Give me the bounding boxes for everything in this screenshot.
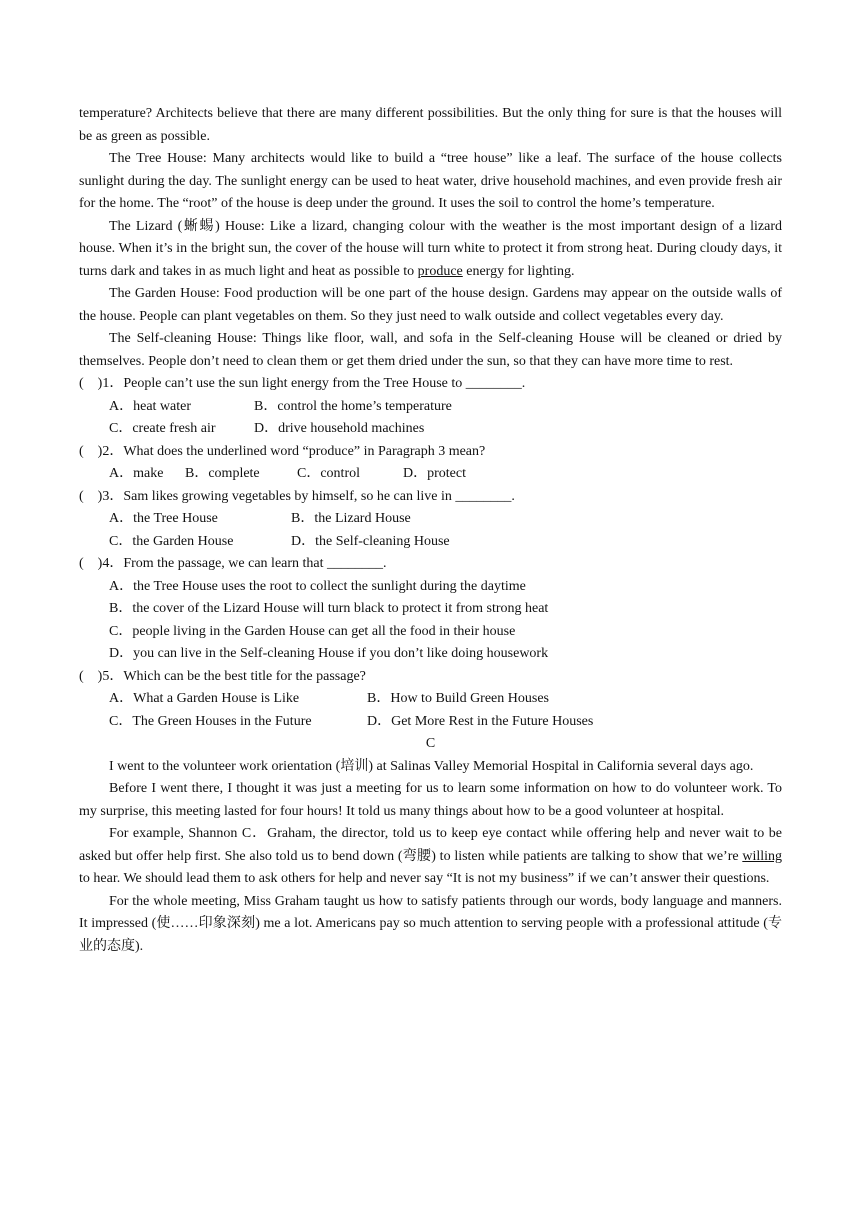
option-a: A．the Tree House: [109, 511, 218, 526]
option-c: C．control: [297, 466, 360, 481]
option-c: C．create fresh air: [109, 421, 216, 436]
question-2-options-row: [79, 463, 782, 486]
paragraph-3-text-before: For example, Shannon C．Graham, the director, told us to keep eye contact while offering help and never wait to be asked but offer help first. She also told us to bend down (弯腰) to listen while patients are talking to show that we’re: [79, 826, 782, 864]
option-a: A．heat water: [109, 398, 192, 414]
option-a: A．What a Garden House is Like: [109, 691, 300, 706]
passage-c-paragraph-3: [79, 823, 782, 891]
option-a: A．make: [109, 466, 164, 481]
question-3-options-row-1: [79, 508, 782, 531]
passage-b-paragraph-0: temperature? Architects believe that there are many different possibilities. But the only thing for sure is that the houses will be as green as possible.: [79, 106, 782, 144]
lizard-text-after: energy for lighting.: [462, 263, 575, 279]
option-b: B．How to Build Green Houses: [367, 691, 549, 706]
passage-b-paragraph-tree-house: The Tree House: Many architects would like to build a “tree house” like a leaf. The surface of the house collects sunlight during the day. The sunlight energy can be used to heat water, drive household machines, and even provide fresh air for the home. The “root” of the house is deep under the ground. It uses the soil to control the home’s temperature.: [79, 151, 782, 211]
option-d: D．Get More Rest in the Future Houses: [367, 713, 594, 729]
underlined-word-willing: willing: [742, 848, 782, 864]
question-4-option-d: D．you can live in the Self-cleaning House if you don’t like doing housework: [109, 646, 549, 661]
lizard-text-before: The Lizard (蜥蜴) House: Like a lizard, changing colour with the weather is the most important design of a lizard house. When it’s in the bright sun, the cover of the house will turn white to protect it from strong heat. During cloudy days, it turns dark and takes in as much light and heat as possible to: [79, 218, 782, 279]
option-b: B．control the home’s temperature: [254, 398, 452, 414]
question-1-options-row-1: [79, 396, 782, 419]
option-b: B．complete: [185, 466, 260, 481]
question-4-option-a: A．the Tree House uses the root to collect the sunlight during the daytime: [109, 578, 526, 594]
question-5-stem: ( )5．Which can be the best title for the passage?: [79, 668, 366, 684]
option-d: D．the Self-cleaning House: [291, 533, 450, 549]
passage-b-paragraph-self-cleaning-house: The Self-cleaning House: Things like floor, wall, and sofa in the Self-cleaning House will be cleaned or dried by themselves. People don’t need to clean them or get them dried under the sun, so that they can have more time to rest.: [79, 331, 782, 369]
question-4-option-b: B．the cover of the Lizard House will turn black to protect it from strong heat: [109, 601, 549, 616]
paragraph-3-text-after: to hear. We should lead them to ask others for help and never say “It is not my business” if we can’t answer their questions.: [79, 871, 770, 886]
question-4-stem: ( )4．From the passage, we can learn that ________.: [79, 556, 387, 571]
document-body: [79, 103, 782, 958]
option-c: C．The Green Houses in the Future: [109, 713, 312, 729]
question-5-options-row-1: [79, 688, 782, 711]
question-5-options-row-2: [79, 711, 782, 734]
option-d: D．protect: [403, 466, 466, 481]
option-b: B．the Lizard House: [291, 511, 411, 526]
question-2-stem: ( )2．What does the underlined word “produce” in Paragraph 3 mean?: [79, 443, 486, 459]
section-c-heading: C: [425, 736, 436, 751]
question-3-options-row-2: [79, 531, 782, 554]
option-c: C．the Garden House: [109, 533, 234, 549]
passage-c-paragraph-4: For the whole meeting, Miss Graham taught us how to satisfy patients through our words, body language and manners. It impressed (使……印象深刻) me a lot. Americans pay so much attention to serving people with a professional attitude (专业的态度).: [79, 893, 782, 954]
underlined-word-produce: produce: [417, 263, 463, 279]
question-3-stem: ( )3．Sam likes growing vegetables by himself, so he can live in ________.: [79, 488, 515, 504]
question-1-stem: ( )1．People can’t use the sun light energy from the Tree House to ________.: [79, 376, 526, 391]
option-d: D．drive household machines: [254, 421, 425, 436]
passage-b-paragraph-garden-house: The Garden House: Food production will be one part of the house design. Gardens may appear on the outside walls of the house. People can plant vegetables on them. So they just need to walk outside and collect vegetables every day.: [79, 286, 782, 324]
question-4-option-c: C．people living in the Garden House can get all the food in their house: [109, 623, 516, 639]
passage-c-paragraph-2: Before I went there, I thought it was just a meeting for us to learn some information on how to do volunteer work. To my surprise, this meeting lasted for four hours! It told us many things about how to be a good volunteer at hospital.: [79, 781, 782, 819]
question-1-options-row-2: [79, 418, 782, 441]
passage-c-paragraph-1: I went to the volunteer work orientation (培训) at Salinas Valley Memorial Hospital in California several days ago.: [109, 758, 754, 774]
passage-b-paragraph-lizard-house: [79, 216, 782, 284]
